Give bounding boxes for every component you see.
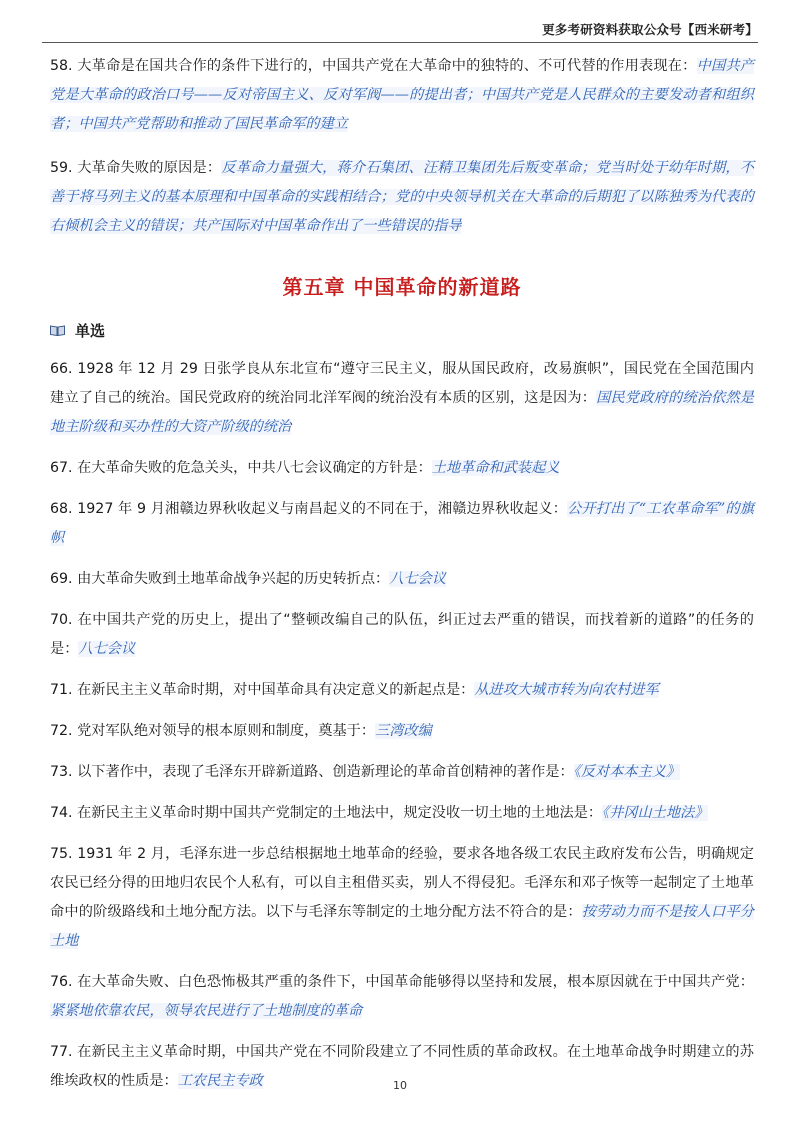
book-icon — [50, 325, 65, 336]
question-stem: 69. 由大革命失败到土地革命战争兴起的历史转折点： — [50, 571, 390, 587]
page-number: 10 — [393, 1079, 407, 1092]
section-heading — [50, 320, 754, 341]
question-stem: 67. 在大革命失败的危急关头，中共八七会议确定的方针是： — [50, 460, 432, 476]
section-title: 单选 — [75, 322, 106, 340]
question-72 — [50, 717, 754, 746]
question-stem: 73. 以下著作中，表现了毛泽东开辟新道路、创造新理论的革命首创精神的著作是： — [50, 764, 574, 780]
question-answer: 八七会议 — [78, 641, 136, 657]
question-stem: 71. 在新民主主义革命时期，对中国革命具有决定意义的新起点是： — [50, 682, 475, 698]
question-67 — [50, 454, 754, 483]
question-68 — [50, 495, 754, 553]
question-answer: 《井冈山土地法》 — [602, 805, 709, 821]
question-answer: 中国共产党是大革命的政治口号——反对帝国主义、反对军阀——的提出者；中国共产党是人民群众的主要发动者和组织者；中国共产党帮助和推动了国民革命军的建立 — [50, 58, 754, 132]
question-70 — [50, 606, 754, 664]
question-58 — [50, 52, 754, 139]
question-stem: 59. 大革命失败的原因是： — [50, 160, 222, 176]
question-stem: 68. 1927 年 9 月湘赣边界秋收起义与南昌起义的不同在于，湘赣边界秋收起义： — [50, 501, 568, 517]
question-answer: 《反对本本主义》 — [573, 764, 681, 780]
page-header: 更多考研资料获取公众号【西米研考】 — [542, 22, 758, 37]
question-answer: 公开打出了“工农革命军”的旗帜 — [50, 501, 754, 546]
question-stem: 72. 党对军队绝对领导的根本原则和制度，奠基于： — [50, 723, 376, 739]
question-74 — [50, 799, 754, 828]
question-answer: 工农民主专政 — [177, 1073, 263, 1089]
question-answer: 反革命力量强大，蒋介石集团、汪精卫集团先后叛变革命；党当时处于幼年时期，不善于将马列主义的基本原理和中国革命的实践相结合；党的中央领导机关在大革命的后期犯了以陈独秀为代表的右倾机会主义的错误；共产国际对中国革命作出了一些错误的指导 — [50, 160, 754, 234]
question-71 — [50, 676, 754, 705]
header-divider — [42, 42, 758, 43]
question-76 — [50, 968, 754, 1026]
question-69 — [50, 565, 754, 594]
question-stem: 58. 大革命是在国共合作的条件下进行的，中国共产党在大革命中的独特的、不可代替的作用表现在： — [50, 58, 697, 74]
question-66 — [50, 355, 754, 442]
question-59 — [50, 154, 754, 241]
question-answer: 土地革命和武装起义 — [431, 460, 560, 476]
question-stem: 70. 在中国共产党的历史上，提出了“整顿改编自己的队伍，纠正过去严重的错误，而找着新的道路”的任务的是： — [50, 612, 754, 657]
question-stem: 66. 1928 年 12 月 29 日张学良从东北宣布“遵守三民主义，服从国民政府，改易旗帜”，国民党在全国范围内建立了自己的统治。国民党政府的统治同北洋军阀的统治没有本质的区别，这是因为： — [50, 361, 754, 406]
question-73 — [50, 758, 754, 787]
question-answer: 按劳动力而不是按人口平分土地 — [50, 904, 754, 949]
question-answer: 国民党政府的统治依然是地主阶级和买办性的大资产阶级的统治 — [50, 390, 754, 435]
question-stem: 76. 在大革命失败、白色恐怖极其严重的条件下，中国革命能够得以坚持和发展，根本原因就在于中国共产党： — [50, 974, 754, 990]
question-answer: 从进攻大城市转为向农村进军 — [474, 682, 659, 698]
question-stem: 77. 在新民主主义革命时期，中国共产党在不同阶段建立了不同性质的革命政权。在土地革命战争时期建立的苏维埃政权的性质是： — [50, 1044, 754, 1089]
question-answer: 三湾改编 — [375, 723, 432, 739]
question-75 — [50, 840, 754, 956]
page-content — [50, 52, 754, 1108]
question-stem: 74. 在新民主主义革命时期中国共产党制定的土地法中，规定没收一切土地的土地法是： — [50, 805, 603, 821]
question-stem: 75. 1931 年 2 月，毛泽东进一步总结根据地土地革命的经验，要求各地各级工农民主政府发布公告，明确规定农民已经分得的田地归农民个人私有，可以自主租借买卖，别人不得侵犯。毛泽东和邓子恢等一起制定了土地革命中的阶级路线和土地分配方法。以下与毛泽东等制定的土地分配方法不符合的是： — [50, 846, 754, 920]
chapter-title: 第五章 中国革命的新道路 — [282, 275, 522, 299]
question-answer: 紧紧地依靠农民，领导农民进行了土地制度的革命 — [50, 1003, 363, 1019]
question-answer: 八七会议 — [389, 571, 446, 587]
